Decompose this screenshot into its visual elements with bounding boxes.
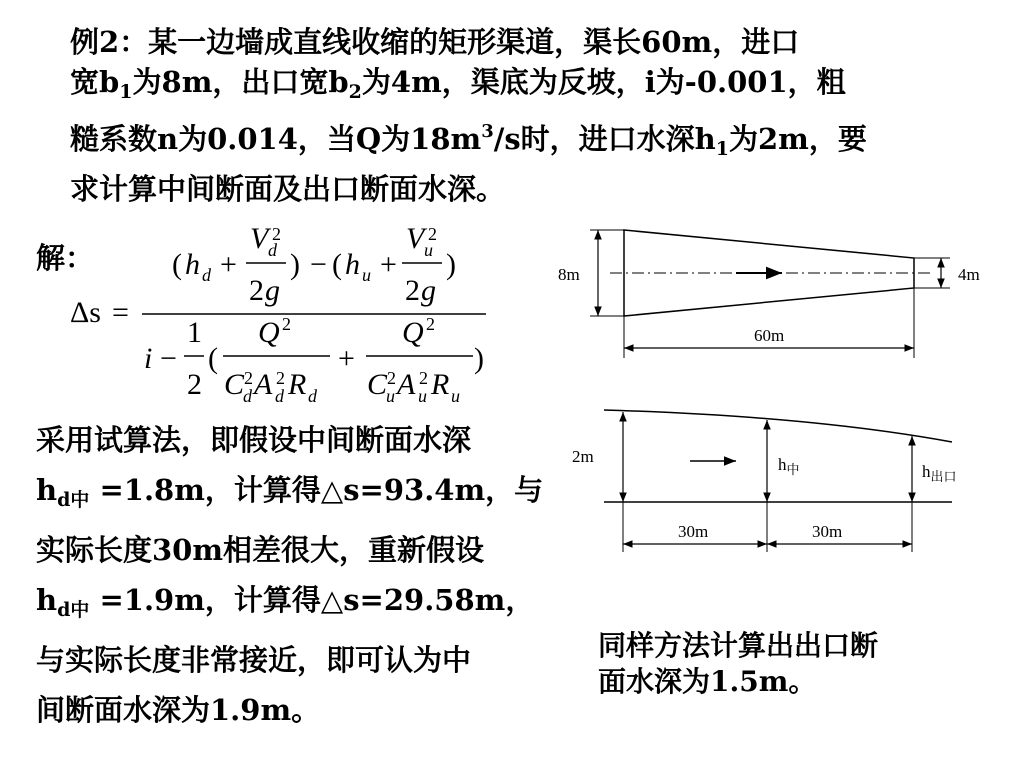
outlet-width-label: 4m <box>958 265 980 284</box>
svg-text:A: A <box>254 368 273 401</box>
svg-text:2: 2 <box>244 368 253 388</box>
svg-text:(: ( <box>332 248 342 281</box>
inlet-depth-label: 2m <box>572 447 594 466</box>
svg-text:2: 2 <box>387 368 396 388</box>
svg-text:+: + <box>220 248 237 281</box>
problem-line-4: 求计算中间断面及出口断面水深。 <box>70 172 506 206</box>
inlet-width-label: 8m <box>558 265 580 284</box>
formula-denominator <box>144 314 484 406</box>
svg-text:Q: Q <box>258 316 280 349</box>
svg-text:d: d <box>243 386 252 406</box>
profile-view-diagram <box>560 402 980 562</box>
svg-text:=: = <box>112 296 129 329</box>
svg-text:u: u <box>418 386 427 406</box>
svg-text:2: 2 <box>428 224 437 244</box>
svg-text:d: d <box>202 265 211 285</box>
svg-text:C: C <box>367 368 388 401</box>
svg-text:2: 2 <box>282 314 291 334</box>
conclusion-text <box>598 628 998 700</box>
length-label: 60m <box>754 326 785 345</box>
body-line-3: 实际长度30m相差很大，重新假设 <box>36 533 485 567</box>
body-line-4: $h_{d中} =1.9m$，计算得△s=29.58m， <box>36 583 535 621</box>
body-line-5: 与实际长度非常接近，即可认为中 <box>36 643 472 677</box>
svg-text:V: V <box>250 222 269 255</box>
svg-text:d: d <box>268 240 277 260</box>
problem-line-1: 例2：某一边墙成直线收缩的矩形渠道，渠长60m，进口 <box>70 25 800 59</box>
svg-text:R: R <box>288 368 307 401</box>
svg-text:d: d <box>275 386 284 406</box>
svg-text:2: 2 <box>419 368 428 388</box>
outlet-depth-label: $h_{出口}$ <box>922 462 957 484</box>
svg-text:u: u <box>386 386 395 406</box>
water-surface-curve <box>604 410 952 442</box>
body-line-6: 间断面水深为1.9m。 <box>36 693 321 727</box>
segment-2-label: 30m <box>812 522 843 541</box>
segment-1-label: 30m <box>678 522 709 541</box>
svg-text:Q: Q <box>402 316 424 349</box>
svg-text:u: u <box>451 386 460 406</box>
svg-text:2: 2 <box>187 368 202 401</box>
svg-text:g: g <box>421 274 436 307</box>
svg-text:i: i <box>144 342 153 375</box>
trial-method-text <box>36 415 576 735</box>
svg-text:(: ( <box>208 342 218 375</box>
svg-text:g: g <box>265 274 280 307</box>
conclusion-line-2: 面水深为1.5m。 <box>598 665 817 698</box>
conclusion-line-1: 同样方法计算出出口断 <box>598 629 879 662</box>
svg-text:+: + <box>380 248 397 281</box>
svg-text:u: u <box>424 240 433 260</box>
svg-text:2: 2 <box>249 274 264 307</box>
svg-text:−: − <box>310 248 327 281</box>
svg-text:h: h <box>345 248 360 281</box>
svg-text:u: u <box>362 265 371 285</box>
problem-line-2: 宽$b_1$为8m，出口宽$b_2$为4m，渠底为反坡，i为-0.001，粗 <box>70 65 846 103</box>
body-line-1: 采用试算法，即假设中间断面水深 <box>36 423 472 457</box>
svg-text:): ) <box>446 248 456 281</box>
solution-label: 解： <box>36 241 95 275</box>
mid-depth-label: $h_中$ <box>778 455 800 477</box>
svg-text:R: R <box>431 368 450 401</box>
svg-text:): ) <box>474 342 484 375</box>
svg-text:V: V <box>406 222 425 255</box>
svg-text:−: − <box>160 342 177 375</box>
body-line-2: $h_{d中} =1.8m$，计算得△s=93.4m，与 <box>36 473 544 511</box>
svg-text:Δs: Δs <box>70 296 101 329</box>
svg-text:2: 2 <box>276 368 285 388</box>
svg-text:2: 2 <box>405 274 420 307</box>
svg-text:+: + <box>338 342 355 375</box>
problem-line-3: 糙系数n为0.014，当Q为$18m^3/s$时，进口水深$h_1$为2m，要 <box>70 121 867 160</box>
problem-statement <box>70 22 970 209</box>
formula <box>60 218 500 408</box>
svg-text:d: d <box>308 386 317 406</box>
svg-text:2: 2 <box>272 224 281 244</box>
svg-text:C: C <box>224 368 245 401</box>
plan-view-diagram <box>550 222 1000 372</box>
svg-text:A: A <box>397 368 416 401</box>
svg-text:2: 2 <box>426 314 435 334</box>
svg-text:(: ( <box>172 248 182 281</box>
svg-text:): ) <box>290 248 300 281</box>
formula-numerator <box>172 222 456 307</box>
svg-text:h: h <box>185 248 200 281</box>
svg-text:1: 1 <box>187 316 202 349</box>
